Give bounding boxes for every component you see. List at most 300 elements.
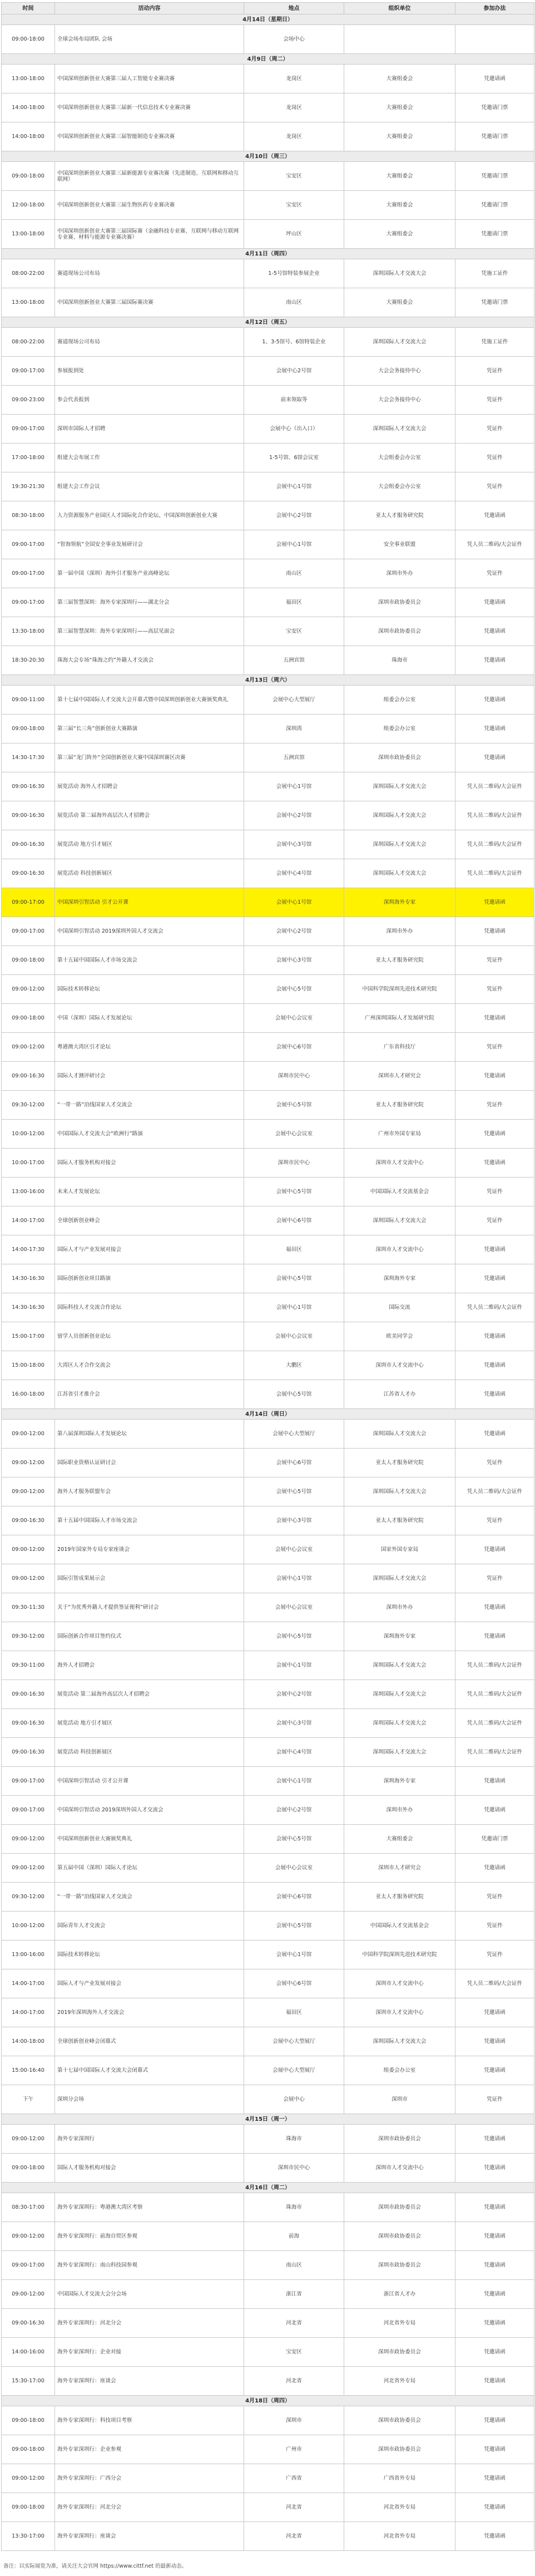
organizer-cell: 深圳市外办 <box>344 1593 455 1622</box>
organizer-cell: 大会组委会办公室 <box>344 472 455 501</box>
location-cell: 福田区 <box>244 1998 344 2027</box>
location-cell: 河北省 <box>244 2367 344 2396</box>
activity-cell <box>55 1206 244 1235</box>
organizer-cell: 深圳市外办 <box>344 1796 455 1825</box>
time-cell: 16:00-18:00 <box>2 1380 55 1409</box>
activity-cell <box>55 191 244 220</box>
activity-cell <box>55 2367 244 2396</box>
activity-cell <box>55 1969 244 1998</box>
category-label: 展览活动 <box>57 1720 79 1726</box>
location-cell: 大鹏区 <box>244 1351 344 1380</box>
activity-cell <box>55 2222 244 2251</box>
location-cell: 浙江省 <box>244 2280 344 2309</box>
participation-cell: 凭邀请函 <box>455 1854 534 1883</box>
schedule-table <box>1 2 534 2551</box>
table-row <box>2 220 534 249</box>
activity-cell <box>55 328 244 357</box>
activity-label: 组建大会工作会议 <box>57 484 100 490</box>
activity-label: 中国深圳创新创业大赛第三届新一代信息技术专业赛决赛 <box>57 105 191 111</box>
time-cell: 10:00-12:00 <box>2 1120 55 1149</box>
table-row <box>2 588 534 617</box>
participation-cell: 凭邀请函 <box>455 715 534 743</box>
table-row <box>2 2154 534 2183</box>
activity-label: 中国（深圳）国际人才发展论坛 <box>57 1015 132 1021</box>
location-cell: 会展中心大型展厅 <box>244 686 344 715</box>
location-cell: 会展中心 <box>244 2085 344 2114</box>
activity-label: 第五届中国（深圳）国际人才论坛 <box>57 1865 137 1871</box>
table-row <box>2 1883 534 1912</box>
location-cell: 会展中心6号馆 <box>244 1449 344 1477</box>
activity-cell <box>55 917 244 946</box>
participation-cell: 凭人员二维码/大会证件 <box>455 530 534 559</box>
organizer-cell: 广州深圳国际人才发展研究院 <box>344 1004 455 1033</box>
time-cell: 14:00-18:00 <box>2 2027 55 2056</box>
activity-label: 中国深圳创新创业大赛第三届人工智能专业赛决赛 <box>57 76 175 82</box>
location-cell: 会展中心1号馆 <box>244 888 344 917</box>
location-cell: 宝安区 <box>244 2338 344 2367</box>
category-label: 全球会场布局团队 <box>57 36 100 42</box>
time-cell: 08:00-22:00 <box>2 328 55 357</box>
activity-label: 国际引智成果展示会 <box>57 1575 106 1582</box>
activity-label: 关于“为优秀外籍人才提供签证便利”研讨会 <box>57 1604 159 1610</box>
organizer-cell: 河北省外专局 <box>344 2522 455 2551</box>
organizer-cell: 中国国际人才交流基金会 <box>344 1178 455 1206</box>
day-title: 4月16日（周二） <box>2 2183 534 2193</box>
participation-cell: 凭邀请函 <box>455 1380 534 1409</box>
activity-cell <box>55 1293 244 1322</box>
activity-label: 地方引才展区 <box>80 1720 112 1726</box>
participation-cell: 凭邀请函 <box>455 1120 534 1149</box>
participation-cell: 凭邀请函 <box>455 1622 534 1651</box>
activity-cell <box>55 946 244 975</box>
activity-cell <box>55 415 244 444</box>
activity-label: 海外人才招聘会 <box>57 1662 95 1668</box>
participation-cell: 凭邀请门票 <box>455 191 534 220</box>
table-row <box>2 2222 534 2251</box>
organizer-cell: 国家外国专家局 <box>344 1535 455 1564</box>
activity-cell <box>55 1506 244 1535</box>
time-cell: 09:00-17:00 <box>2 415 55 444</box>
table-row <box>2 2493 534 2522</box>
activity-label: 第十七届中国国际人才交流大会开幕式暨中国深圳创新创业大赛颁奖典礼 <box>57 697 228 703</box>
activity-cell <box>55 2464 244 2493</box>
activity-label: 中国国际人才交流大会“欧洲行”路演 <box>57 1131 143 1137</box>
participation-cell: 凭人员二维码/大会证件 <box>455 772 534 801</box>
location-cell: 会展中心3号馆 <box>244 946 344 975</box>
participation-cell: 凭邀请函 <box>455 1149 534 1178</box>
table-row <box>2 2309 534 2338</box>
table-row <box>2 743 534 772</box>
activity-cell <box>55 1593 244 1622</box>
organizer-cell: 深圳海外专家 <box>344 1264 455 1293</box>
time-cell: 09:00-16:30 <box>2 859 55 888</box>
time-cell: 09:00-18:00 <box>2 2493 55 2522</box>
table-row <box>2 444 534 472</box>
participation-cell: 凭邀请函 <box>455 2367 534 2396</box>
table-row <box>2 1449 534 1477</box>
table-row <box>2 1062 534 1091</box>
table-row <box>2 1767 534 1796</box>
table-row <box>2 772 534 801</box>
organizer-cell: 深圳市人才交流中心 <box>344 1235 455 1264</box>
organizer-cell: 深圳市外办 <box>344 917 455 946</box>
category-label: 中国深圳引智活动 <box>57 1778 100 1784</box>
activity-label: “一带一路”沿线国家人才交流会 <box>57 1102 132 1108</box>
location-cell: 河北省 <box>244 2522 344 2551</box>
organizer-cell: 深圳市政协委员会 <box>344 2251 455 2280</box>
location-cell: 会展中心会议室 <box>244 1535 344 1564</box>
activity-cell <box>55 501 244 530</box>
table-row <box>2 1351 534 1380</box>
category-label: 展览活动 <box>57 812 79 819</box>
day-title: 4月12日（周五） <box>2 317 534 328</box>
category-label: 展览活动 <box>57 1749 79 1755</box>
participation-cell: 凭证件 <box>455 1091 534 1120</box>
activity-label: 海外专家深圳行：河北分会 <box>57 2504 122 2510</box>
time-cell: 09:00-12:00 <box>2 975 55 1004</box>
header-participation: 参加办法 <box>455 3 534 14</box>
activity-cell <box>55 2280 244 2309</box>
activity-cell <box>55 2193 244 2222</box>
time-cell: 13:00-18:00 <box>2 65 55 93</box>
activity-cell <box>55 1477 244 1506</box>
location-cell: 会展中心5号馆 <box>244 1912 344 1940</box>
table-row <box>2 2435 534 2464</box>
activity-label: 中国深圳创新创业大赛第三届国际赛（金融科技专业赛、互联网与移动互联网专业赛、材料与能源专业赛决赛） <box>57 228 239 240</box>
activity-cell <box>55 1998 244 2027</box>
activity-cell <box>55 2406 244 2435</box>
time-cell: 09:00-18:00 <box>2 1004 55 1033</box>
participation-cell: 凭邀请函 <box>455 2280 534 2309</box>
location-cell: 河北省 <box>244 2493 344 2522</box>
activity-cell <box>55 220 244 249</box>
location-cell: 会展中心6号馆 <box>244 1206 344 1235</box>
organizer-cell: 大赛组委会 <box>344 220 455 249</box>
location-cell: 会展中心5号馆 <box>244 1178 344 1206</box>
table-row <box>2 1854 534 1883</box>
activity-label: 第十五届中国国际人才市场交流会 <box>57 957 137 963</box>
time-cell: 08:30-17:00 <box>2 2193 55 2222</box>
activity-cell <box>55 1535 244 1564</box>
activity-label: 国际创新合作项目签约仪式 <box>57 1633 122 1639</box>
activity-label: 第十七届中国国际人才交流大会闭幕式 <box>57 2067 148 2073</box>
activity-label: 参展报到处 <box>57 368 84 374</box>
table-row <box>2 888 534 917</box>
table-row <box>2 1477 534 1506</box>
category-label: 中国深圳引智活动 <box>57 1807 100 1813</box>
activity-cell <box>55 2125 244 2154</box>
time-cell: 13:30-18:00 <box>2 617 55 646</box>
location-cell: 珠海市 <box>244 2193 344 2222</box>
location-cell: 会展中心（出入口） <box>244 415 344 444</box>
participation-cell <box>455 25 534 54</box>
activity-cell <box>55 686 244 715</box>
activity-cell <box>55 2154 244 2183</box>
table-row <box>2 946 534 975</box>
activity-label: 留学人员创新创业论坛 <box>57 1333 111 1339</box>
activity-label: 地方引才展区 <box>80 841 112 848</box>
activity-label: 海外专家深圳行：前海自贸区参观 <box>57 2233 137 2239</box>
time-cell: 14:30-17:30 <box>2 743 55 772</box>
time-cell: 09:00-16:30 <box>2 830 55 859</box>
location-cell: 会展中心2号馆 <box>244 1680 344 1709</box>
organizer-cell: 深圳国际人才交流大会 <box>344 1680 455 1709</box>
table-row <box>2 801 534 830</box>
location-cell: 坪山区 <box>244 220 344 249</box>
time-cell: 09:00-12:00 <box>2 2222 55 2251</box>
organizer-cell: 深圳市人才交流中心 <box>344 2154 455 2183</box>
table-row <box>2 1969 534 1998</box>
location-cell: 会展中心会议室 <box>244 1004 344 1033</box>
table-row <box>2 2125 534 2154</box>
activity-label: 第三届“长三角”创新创业大赛路演 <box>57 726 138 732</box>
time-cell: 18:30-20:30 <box>2 646 55 675</box>
activity-label: 赛道现场公司布局 <box>57 270 100 277</box>
organizer-cell: 大会会务接待中心 <box>344 386 455 415</box>
day-title: 4月18日（周四） <box>2 2396 534 2406</box>
activity-cell <box>55 65 244 93</box>
activity-cell <box>55 1940 244 1969</box>
location-cell: 会场中心 <box>244 25 344 54</box>
participation-cell: 凭邀请函 <box>455 2027 534 2056</box>
location-cell: 会展中心1号馆 <box>244 530 344 559</box>
activity-cell <box>55 743 244 772</box>
activity-label: 海外专家深圳行：座谈会 <box>57 2378 116 2384</box>
participation-cell: 凭邀请函 <box>455 1593 534 1622</box>
table-row <box>2 1738 534 1767</box>
location-cell: 会展中心6号馆 <box>244 1883 344 1912</box>
table-row <box>2 1004 534 1033</box>
organizer-cell: 深圳市政协委员会 <box>344 743 455 772</box>
activity-cell <box>55 559 244 588</box>
activity-cell <box>55 2085 244 2114</box>
organizer-cell: 中国科学院深圳先进技术研究院 <box>344 1940 455 1969</box>
participation-cell: 凭邀请函 <box>455 65 534 93</box>
participation-cell: 凭邀请函 <box>455 1535 534 1564</box>
activity-cell <box>55 2493 244 2522</box>
footnote: 备注：以实际展览为准，请关注大会官网 https://www.cittf.net 的最新动态。 <box>3 2563 187 2569</box>
location-cell: 龙岗区 <box>244 93 344 122</box>
table-row <box>2 646 534 675</box>
activity-cell <box>55 1062 244 1091</box>
header-activity: 活动内容 <box>55 3 244 14</box>
participation-cell: 凭邀请函 <box>455 2125 534 2154</box>
day-title: 4月15日（周一） <box>2 2114 534 2125</box>
participation-cell: 凭证件 <box>455 1033 534 1062</box>
activity-cell <box>55 122 244 151</box>
location-cell: 珠海市 <box>244 2125 344 2154</box>
time-cell: 14:00-17:00 <box>2 1969 55 1998</box>
table-row <box>2 2522 534 2551</box>
participation-cell: 凭证件 <box>455 1883 534 1912</box>
organizer-cell: 深圳市人才交流中心 <box>344 1351 455 1380</box>
location-cell: 会展中心4号馆 <box>244 859 344 888</box>
activity-cell <box>55 2522 244 2551</box>
table-row <box>2 65 534 93</box>
table-row <box>2 530 534 559</box>
organizer-cell: 大赛组委会 <box>344 122 455 151</box>
table-row <box>2 1709 534 1738</box>
time-cell: 09:00-12:00 <box>2 1477 55 1506</box>
activity-label: 人力资源服务产业园区人才国际化合作论坛、中国深圳创新创业大赛 <box>57 513 217 519</box>
location-cell: 会展中心6号馆 <box>244 1033 344 1062</box>
activity-cell <box>55 357 244 386</box>
activity-label: 海外专家深圳行：河北分会 <box>57 2320 122 2326</box>
time-cell: 09:00-18:00 <box>2 162 55 191</box>
location-cell: 前来领取等 <box>244 386 344 415</box>
location-cell: 会展中心大型展厅 <box>244 2056 344 2085</box>
organizer-cell: 组委会办公室 <box>344 686 455 715</box>
participation-cell: 凭邀请函 <box>455 1796 534 1825</box>
participation-cell: 凭邀请函 <box>455 743 534 772</box>
participation-cell: 凭证件 <box>455 2085 534 2114</box>
participation-cell: 凭证件 <box>455 946 534 975</box>
table-row <box>2 1033 534 1062</box>
activity-cell <box>55 1322 244 1351</box>
time-cell: 09:30-12:00 <box>2 1622 55 1651</box>
activity-cell <box>55 2309 244 2338</box>
activity-cell <box>55 588 244 617</box>
time-cell: 09:00-12:00 <box>2 1420 55 1449</box>
activity-cell <box>55 444 244 472</box>
participation-cell: 凭证件 <box>455 1940 534 1969</box>
location-cell: 会展中心2号馆 <box>244 1796 344 1825</box>
activity-label: 中国深圳创新创业大赛第三届智能制造专业赛决赛 <box>57 134 175 140</box>
activity-cell <box>55 715 244 743</box>
participation-cell: 凭人员二维码/大会证件 <box>455 859 534 888</box>
participation-cell: 凭证件 <box>455 1449 534 1477</box>
location-cell: 深圳市民中心 <box>244 1149 344 1178</box>
activity-label: 中国深圳创新创业大赛第三届新能源专业赛决赛（先进制造、互联网和移动互联网） <box>57 170 239 183</box>
activity-label: 国际人才服务机构对接会 <box>57 2165 116 2171</box>
table-row <box>2 1796 534 1825</box>
location-cell: 会展中心1号馆 <box>244 1940 344 1969</box>
activity-cell <box>55 1004 244 1033</box>
table-row <box>2 1564 534 1593</box>
day-header-row <box>2 2183 534 2193</box>
location-cell: 1-5号馆特装参展企业 <box>244 259 344 288</box>
activity-cell <box>55 859 244 888</box>
activity-cell <box>55 1738 244 1767</box>
activity-cell <box>55 975 244 1004</box>
day-title: 4月14日（周日） <box>2 1409 534 1420</box>
time-cell: 09:00-16:30 <box>2 1062 55 1091</box>
category-label: 展览活动 <box>57 784 79 790</box>
location-cell: 深圳市 <box>244 2406 344 2435</box>
time-cell: 15:00-16:40 <box>2 2056 55 2085</box>
table-row <box>2 917 534 946</box>
activity-cell <box>55 1449 244 1477</box>
time-cell: 09:00-17:00 <box>2 1767 55 1796</box>
activity-label: “智海领航”全国安全事业发展研讨会 <box>57 541 143 548</box>
time-cell: 09:00-18:00 <box>2 2154 55 2183</box>
table-row <box>2 2406 534 2435</box>
day-title: 4月13日（周六） <box>2 675 534 686</box>
participation-cell: 凭邀请函 <box>455 1235 534 1264</box>
activity-label: 引才公开课 <box>101 899 128 905</box>
location-cell: 深圳市民中心 <box>244 2154 344 2183</box>
participation-cell: 凭邀请函 <box>455 588 534 617</box>
time-cell: 14:00-17:00 <box>2 1206 55 1235</box>
participation-cell: 凭邀请函 <box>455 617 534 646</box>
time-cell: 08:30-18:00 <box>2 501 55 530</box>
activity-label: 科技创新展区 <box>80 870 112 876</box>
organizer-cell: 广州市外国专家局 <box>344 1120 455 1149</box>
header-location: 地点 <box>244 3 344 14</box>
organizer-cell: 深圳海外专家 <box>344 1622 455 1651</box>
activity-cell <box>55 1380 244 1409</box>
participation-cell: 凭证件 <box>455 559 534 588</box>
organizer-cell: 深圳国际人才交流大会 <box>344 2027 455 2056</box>
organizer-cell: 深圳市政协委员会 <box>344 2406 455 2435</box>
participation-cell: 凭人员二维码/大会证件 <box>455 801 534 830</box>
organizer-cell <box>344 25 455 54</box>
table-row <box>2 830 534 859</box>
day-header-row <box>2 249 534 259</box>
participation-cell: 凭邀请函 <box>455 1264 534 1293</box>
table-row <box>2 1912 534 1940</box>
organizer-cell: 组委会办公室 <box>344 2056 455 2085</box>
time-cell: 09:30-12:00 <box>2 1091 55 1120</box>
participation-cell: 凭邀请函 <box>455 686 534 715</box>
day-title: 4月11日（周四） <box>2 249 534 259</box>
participation-cell: 凭邀请函 <box>455 917 534 946</box>
organizer-cell: 欧美同学会 <box>344 1322 455 1351</box>
location-cell: 会展中心5号馆 <box>244 1264 344 1293</box>
activity-label: 中国深圳创新创业大赛第三届生物医药专业赛决赛 <box>57 202 175 208</box>
activity-cell <box>55 25 244 54</box>
time-cell: 09:00-12:00 <box>2 2464 55 2493</box>
organizer-cell: 大赛组委会 <box>344 93 455 122</box>
organizer-cell: 广东省科技厅 <box>344 1033 455 1062</box>
table-row <box>2 162 534 191</box>
organizer-cell: 深圳国际人才交流大会 <box>344 328 455 357</box>
activity-cell <box>55 288 244 317</box>
table-row <box>2 617 534 646</box>
organizer-cell: 亚太人才服务研究院 <box>344 1883 455 1912</box>
location-cell: 会展中心5号馆 <box>244 975 344 1004</box>
time-cell: 14:00-16:00 <box>2 2338 55 2367</box>
time-cell: 14:00-17:30 <box>2 1235 55 1264</box>
time-cell: 14:00-18:00 <box>2 93 55 122</box>
time-cell: 09:00-16:30 <box>2 1680 55 1709</box>
location-cell: 会展中心5号馆 <box>244 1380 344 1409</box>
table-row <box>2 1593 534 1622</box>
time-cell: 09:00-12:00 <box>2 1854 55 1883</box>
table-row <box>2 386 534 415</box>
activity-label: 海外人才服务联盟年会 <box>57 1489 111 1495</box>
organizer-cell: 深圳市人才研究会 <box>344 1854 455 1883</box>
location-cell: 龙岗区 <box>244 65 344 93</box>
time-cell: 09:00-17:00 <box>2 357 55 386</box>
participation-cell: 凭邀请门票 <box>455 93 534 122</box>
day-header-row <box>2 151 534 162</box>
location-cell: 五洲宾馆 <box>244 646 344 675</box>
category-label: 展览活动 <box>57 1691 79 1697</box>
organizer-cell: 深圳国际人才交流大会 <box>344 772 455 801</box>
activity-cell <box>55 386 244 415</box>
activity-label: 赛道现场公司布局 <box>57 339 100 345</box>
location-cell: 会展中心3号馆 <box>244 1709 344 1738</box>
time-cell: 09:00-12:00 <box>2 1033 55 1062</box>
day-header-row <box>2 54 534 65</box>
participation-cell: 凭证件 <box>455 1506 534 1535</box>
participation-cell: 凭邀请函 <box>455 1062 534 1091</box>
activity-cell <box>55 1622 244 1651</box>
table-row <box>2 1149 534 1178</box>
category-label: 中国深圳引智活动 <box>57 899 100 905</box>
location-cell: 河北省 <box>244 2309 344 2338</box>
